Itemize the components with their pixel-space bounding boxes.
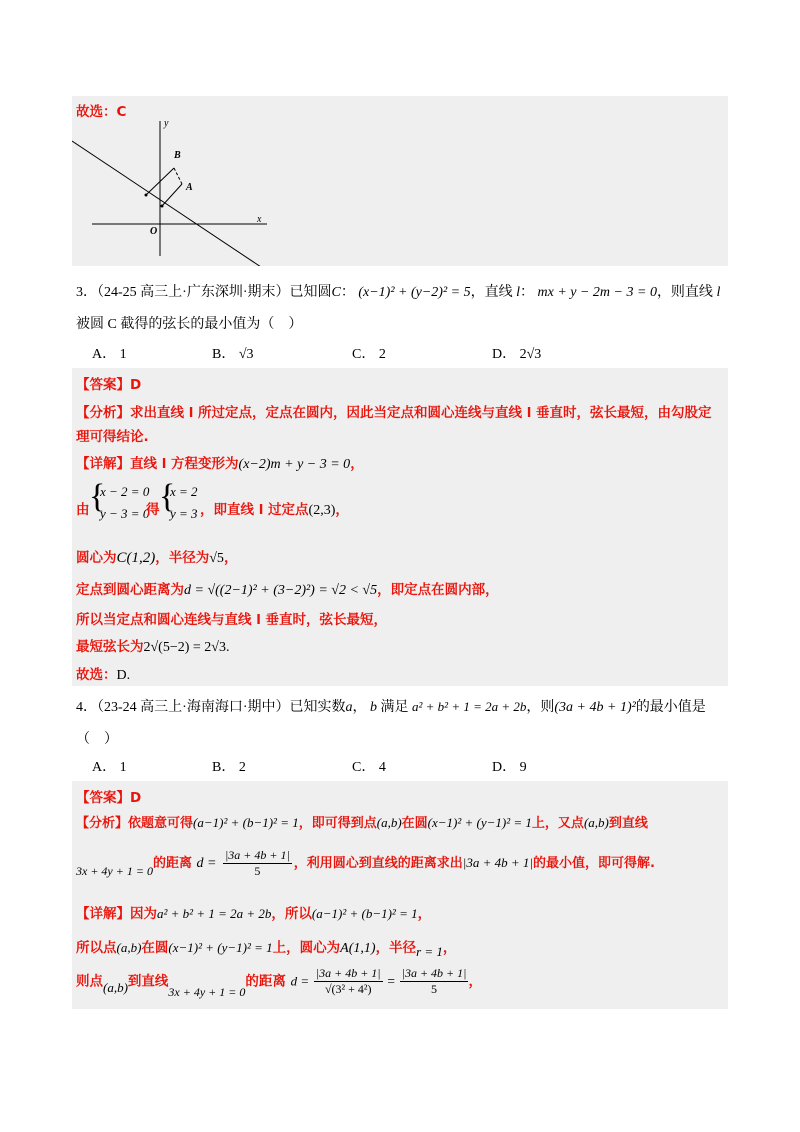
sol3-shortest-equation: 2√(5−2) = 2√3. [143, 640, 230, 655]
sol3-final-value: D. [116, 668, 131, 683]
q3-colon-2: ： [520, 285, 534, 300]
sol4-radius-value: r = 1 [416, 944, 443, 959]
q3-line-equation: mx + y − 2m − 3 = 0 [537, 285, 657, 300]
sol3-system-tail [200, 498, 349, 519]
q3-mid-text: ，直线 [470, 285, 513, 300]
sol4-fraction-2-num: |3a + 4b + 1| [401, 966, 467, 980]
sol4-then-label: 则点 [76, 973, 103, 990]
q4-then: ，则 [526, 700, 555, 715]
coordinate-figure [72, 116, 292, 266]
sol3-so-line: 所以当定点和圆心连线与直线 l 垂直时，弦长最短， [76, 612, 388, 628]
sol4-detail-label: 【详解】因为 [76, 906, 157, 922]
sol4-equals: = [387, 973, 395, 989]
sol4-detail-tail: ， [417, 906, 432, 922]
q4-satisfy: 满足 [380, 700, 409, 715]
sol4-then-point: (a,b) [103, 979, 128, 995]
q3-circle-name: C [331, 285, 341, 300]
q3-option-d-value: 2√3 [519, 347, 542, 362]
sol4-center-value: A(1,1) [340, 941, 376, 956]
sol4-analysis-label: 【分析】依题意可得 [76, 816, 194, 831]
q4-option-b[interactable] [212, 756, 246, 776]
sol3-brace-2: { [159, 478, 176, 515]
question-4-line-1 [76, 696, 706, 716]
point-b-label: B [174, 150, 181, 161]
sol4-distance-label: 的距离 [245, 973, 286, 990]
sol3-radius-label: ，半径为 [155, 550, 210, 566]
sol4-analysis-mid: ，即可得到点 [298, 816, 377, 831]
q3-option-b[interactable] [212, 343, 254, 363]
q3-option-d-letter: D． [492, 347, 517, 362]
q4-option-c[interactable] [352, 756, 386, 776]
q3-option-a-value: 1 [119, 347, 127, 362]
q3-option-b-letter: B． [212, 347, 236, 362]
sol3-radius-tail: ， [223, 550, 238, 566]
sol4-line-eq: 3x + 4y + 1 = 0 [168, 984, 246, 999]
sol3-distance-line [76, 578, 499, 599]
q4-option-b-letter: B． [212, 760, 236, 775]
q3-option-c-letter: C． [352, 347, 376, 362]
sol4-center-label: 上，圆心为 [272, 940, 341, 956]
sol4-detail-eq2: (a−1)² + (b−1)² = 1 [311, 906, 418, 921]
sol3-final-label: 故选： [76, 667, 117, 683]
q3-option-a[interactable] [92, 343, 127, 363]
q3-line-name-2: l [716, 285, 721, 300]
q4-option-a[interactable] [92, 756, 127, 776]
sol4-analysis-abs: |3a + 4b + 1| [462, 855, 533, 870]
sol3-fixed-point: (2,3) [308, 503, 336, 518]
sol4-analysis-numerator: |3a + 4b + 1| [224, 848, 290, 862]
q3-line-name: l [516, 285, 520, 300]
x-axis-label: x [257, 214, 262, 225]
sol4-detail-eq: a² + b² + 1 = 2a + 2b [157, 906, 272, 921]
sol3-system-comma: ， [335, 502, 349, 518]
point-a-label: A [186, 182, 193, 193]
sol4-distance-d: d = [290, 973, 310, 989]
question-4-line-2: （ ） [76, 732, 118, 747]
sol3-you: 由 [76, 502, 90, 518]
question-3-line-2: 被圆 C 截得的弦长的最小值为（ ） [76, 317, 303, 332]
q4-var-b: b [370, 700, 377, 715]
q4-comma: ， [352, 700, 367, 715]
q3-circle-equation: (x−1)² + (y−2)² = 5 [358, 285, 471, 300]
q4-option-b-value: 2 [238, 760, 246, 775]
sol4-analysis-circle-eq: (x−1)² + (y−1)² = 1 [427, 815, 532, 830]
sol4-fraction-1-den: √(3² + 4²) [324, 982, 372, 996]
sol4-analysis-line-1 [76, 812, 648, 831]
sol3-radius-value: √5 [209, 551, 224, 566]
sol4-analysis-denominator: 5 [254, 864, 261, 878]
q3-end-text: ，则直线 [656, 285, 713, 300]
sol3-shortest-label: 最短弦长为 [76, 639, 144, 655]
sol4-analysis-d: d = [196, 856, 217, 871]
sol4-analysis-tail: 上，又点 [531, 816, 584, 831]
q4-expression: (3a + 4b + 1)² [554, 700, 636, 715]
sol3-answer: 【答案】D [76, 377, 142, 393]
q3-colon: ： [340, 285, 355, 300]
sol4-fraction-1-num: |3a + 4b + 1| [315, 966, 381, 980]
sol3-detail-label: 【详解】直线 l 方程变形为 [76, 456, 239, 472]
sol3-center-line [76, 546, 237, 567]
q4-option-c-value: 4 [378, 760, 386, 775]
sol4-point: (a,b) [116, 940, 142, 955]
q4-option-d-letter: D． [492, 760, 517, 775]
sol3-detail-line-1 [76, 452, 364, 473]
sol4-analysis-line-eq: 3x + 4y + 1 = 0 [76, 864, 153, 878]
q4-tail: 的最小值是 [635, 700, 706, 715]
q4-var-a: a [345, 700, 353, 715]
sol3-shortest-line [76, 635, 229, 656]
sol4-detail-line-2 [76, 936, 456, 957]
sol4-analysis-fraction [223, 848, 292, 879]
question-3-line-1 [76, 281, 720, 301]
sol4-analysis-point-2: (a,b) [583, 815, 609, 830]
sol3-center-label: 圆心为 [76, 550, 117, 566]
sol4-analysis-tail-2: 的最小值，即可得解. [533, 856, 655, 871]
q4-option-c-letter: C． [352, 760, 376, 775]
sol3-distance-tail: ，即定点在圆内部， [377, 582, 499, 598]
sol3-distance-equation: d = √((2−1)² + (3−2)²) = √2 < √5 [184, 583, 378, 598]
sol4-radius-label: ，半径 [375, 940, 417, 956]
q4-option-a-value: 1 [119, 760, 127, 775]
sol3-system1-eq2: y − 3 = 0 [100, 506, 150, 521]
sol4-analysis-circle-label: 在圆 [401, 816, 428, 831]
sol4-circle-eq: (x−1)² + (y−1)² = 1 [168, 940, 273, 955]
sol4-detail-tail-3: ， [468, 973, 482, 990]
sol3-distance-label: 定点到圆心距离为 [76, 582, 184, 598]
sol3-de: 得 [146, 502, 160, 518]
y-axis-label: y [164, 118, 169, 129]
q4-option-a-letter: A． [92, 760, 117, 775]
sol4-point-label: 所以点 [76, 940, 117, 956]
solution-block-2-tail [72, 96, 728, 266]
sol3-system-tail-text: ，即直线 l 过定点 [200, 502, 309, 518]
sol3-brace-1: { [89, 478, 106, 515]
sol3-detail-equation: (x−2)m + y − 3 = 0 [238, 457, 351, 472]
sol4-circle-label: 在圆 [141, 940, 169, 956]
sol4-analysis-end: 到直线 [608, 816, 648, 831]
sol3-analysis-line-2: 理可得结论. [76, 429, 149, 445]
q4-condition: a² + b² + 1 = 2a + 2b [412, 699, 527, 714]
q3-option-a-letter: A． [92, 347, 117, 362]
answer-choice-c: 故选：C [76, 104, 127, 120]
sol4-fraction-2-den: 5 [431, 982, 438, 996]
q3-option-b-value: √3 [238, 347, 254, 362]
q3-option-c[interactable] [352, 343, 386, 363]
sol4-fraction-2 [400, 966, 469, 997]
sol3-system2-eq2: y = 3 [170, 506, 198, 521]
sol4-detail-line-1 [76, 902, 431, 922]
sol3-center-value: C(1,2) [116, 550, 156, 566]
q4-source: 4．（23-24 高三上·海南海口·期中）已知实数 [76, 700, 346, 715]
q4-option-d-value: 9 [519, 760, 527, 775]
sol4-to-line-label: 到直线 [127, 973, 169, 990]
q3-option-c-value: 2 [378, 347, 386, 362]
sol4-fraction-1 [314, 966, 383, 997]
q4-option-d[interactable] [492, 756, 527, 776]
sol3-system2-eq1: x = 2 [170, 484, 198, 499]
sol4-detail-mid: ，所以 [271, 906, 312, 922]
sol3-final-answer [76, 663, 130, 684]
sol4-analysis-point: (a,b) [376, 815, 402, 830]
sol4-detail-line-3 [76, 966, 482, 1006]
sol3-analysis-line-1: 【分析】求出直线 l 所过定点，定点在圆内，因此当定点和圆心连线与直线 l 垂直时，弦长最短，由勾股定 [76, 405, 712, 421]
q3-option-d[interactable] [492, 343, 541, 363]
sol4-analysis-distance-label: 的距离 [152, 856, 192, 871]
sol3-detail-comma: ， [350, 456, 364, 472]
sol4-answer: 【答案】D [76, 790, 142, 806]
sol4-analysis-line-2 [76, 848, 655, 888]
sol4-analysis-eq: (a−1)² + (b−1)² = 1 [193, 815, 299, 830]
sol3-system1-eq1: x − 2 = 0 [100, 484, 150, 499]
sol4-analysis-text: ，利用圆心到直线的距离求出 [293, 856, 463, 871]
q3-source: 3．（24-25 高三上·广东深圳·期末）已知圆 [76, 285, 332, 300]
origin-label: O [150, 226, 158, 237]
sol4-detail-tail-2: ， [442, 940, 457, 956]
